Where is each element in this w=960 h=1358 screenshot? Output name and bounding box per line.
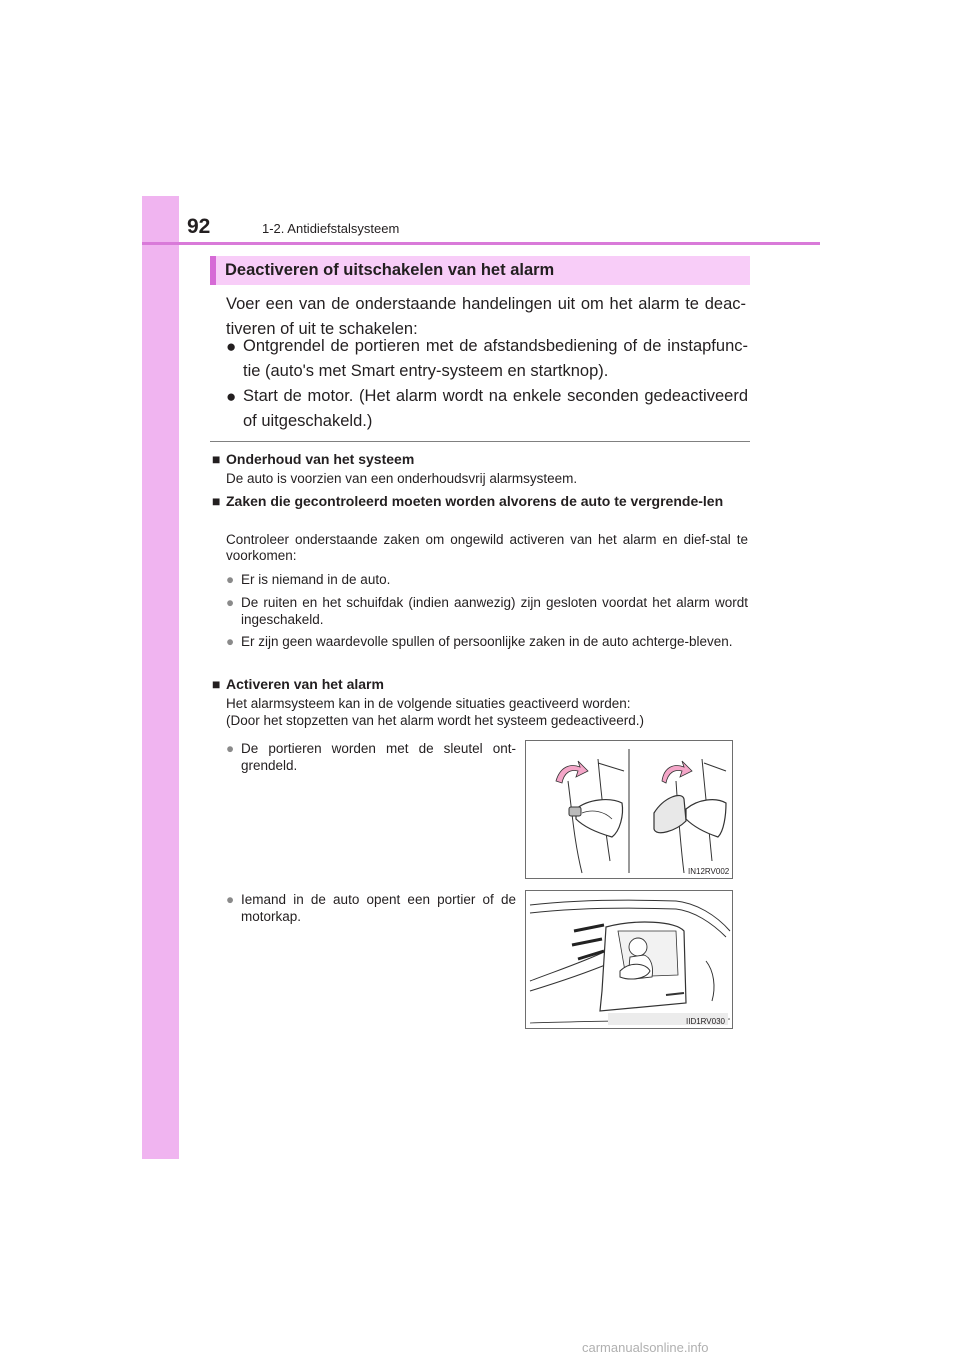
subsection-heading-checks — [212, 493, 752, 509]
subsection-body-line-2: (Door het stopzetten van het alarm wordt het systeem gedeactiveerd.) — [226, 713, 644, 728]
figure-door-open — [525, 890, 733, 1029]
bullet-icon: ● — [226, 387, 237, 406]
bullet-icon: ● — [226, 741, 235, 756]
check-item-2 — [226, 595, 748, 628]
intro-paragraph: Voer een van de onderstaande handelingen uit om het alarm te deac-tiveren of uit te schakelen: — [226, 295, 746, 338]
check-item-text: De ruiten en het schuifdak (indien aanwezig) zijn gesloten voordat het alarm wordt ingeschakeld. — [241, 595, 748, 627]
watermark: carmanualsonline.info — [582, 1340, 709, 1355]
rotate-arrow-icon — [662, 761, 692, 783]
divider — [210, 441, 750, 442]
check-item-1 — [226, 572, 748, 589]
bullet-icon: ● — [226, 892, 235, 907]
subsection-body: De auto is voorzien van een onderhoudsvrij alarmsysteem. — [226, 471, 578, 486]
subsection-title: Onderhoud van het systeem — [226, 451, 415, 467]
subsection-heading-maintenance — [212, 451, 752, 467]
figure-key-unlock — [525, 740, 733, 879]
activation-item-1 — [226, 741, 516, 774]
square-marker-icon: ■ — [212, 493, 221, 509]
bullet-icon: ● — [226, 572, 235, 587]
main-bullet-2 — [226, 384, 748, 434]
activation-item-text: Iemand in de auto opent een portier of de motorkap. — [241, 892, 516, 924]
subsection-body: Controleer onderstaande zaken om ongewild activeren van het alarm en dief-stal te voorkomen: — [226, 532, 748, 563]
page-number: 92 — [187, 215, 211, 238]
key-unlock-illustration — [526, 741, 732, 878]
side-tab-bar — [142, 196, 179, 1159]
header-rule — [142, 242, 820, 245]
activation-item-text: De portieren worden met de sleutel ont-grendeld. — [241, 741, 516, 773]
check-item-3 — [226, 634, 748, 651]
subsection-title: Zaken die gecontroleerd moeten worden alvorens de auto te vergrende-len — [226, 493, 724, 509]
section-heading — [210, 256, 750, 285]
square-marker-icon: ■ — [212, 676, 221, 692]
subsection-heading-activation — [212, 676, 752, 692]
bullet-icon: ● — [226, 595, 235, 610]
subsection-title: Activeren van het alarm — [226, 676, 384, 692]
figure-code: IN12RV002 — [688, 867, 730, 876]
bullet-icon: ● — [226, 634, 235, 649]
bullet-icon: ● — [226, 337, 237, 356]
main-bullet-1 — [226, 334, 748, 384]
subsection-body-line-1: Het alarmsysteem kan in de volgende situaties geactiveerd worden: — [226, 696, 631, 711]
square-marker-icon: ■ — [212, 451, 221, 467]
activation-item-2 — [226, 892, 516, 925]
heading-accent — [210, 256, 216, 285]
rotate-arrow-icon — [556, 761, 588, 783]
section-label: 1-2. Antidiefstalsysteem — [262, 221, 400, 236]
check-item-text: Er zijn geen waardevolle spullen of persoonlijke zaken in de auto achterge-bleven. — [241, 634, 733, 649]
door-open-illustration — [526, 891, 732, 1028]
main-bullet-text: Ontgrendel de portieren met de afstandsbediening of de instapfunc-tie (auto's met Smart entry-systeem en startknop). — [243, 337, 748, 380]
main-bullet-text: Start de motor. (Het alarm wordt na enkele seconden gedeactiveerd of uitgeschakeld.) — [243, 387, 748, 430]
heading-text: Deactiveren of uitschakelen van het alarm — [225, 261, 555, 279]
figure-code: IID1RV030 — [686, 1017, 725, 1026]
check-item-text: Er is niemand in de auto. — [241, 572, 391, 587]
